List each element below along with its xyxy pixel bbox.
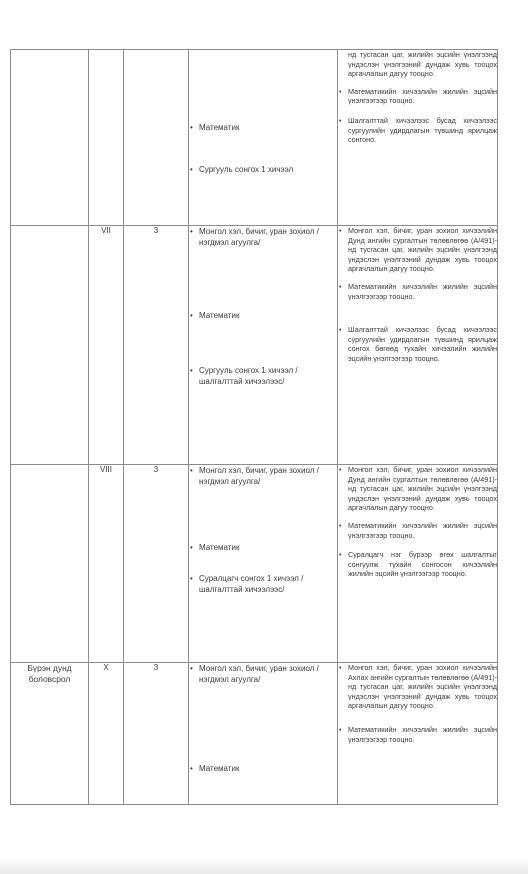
table-row	[11, 50, 498, 226]
note-item: • Монгол хэл, бичиг, уран зохиол хичээлийн Ахлах ангийн сургалтын төлөвлөгөө (А/491)-нд тусгасан цаг, жилийн эцсийн үнэлгээнд үндэслэн үнэлгээний дундаж хувь тооцох аргачлалын дагуу тооцно.	[339, 663, 497, 711]
assessment-table	[10, 49, 498, 805]
notes-cell	[338, 50, 498, 226]
note-item: нд тусгасан цаг, жилийн эцсийн үнэлгээнд үндэслэн үнэлгээний дундаж хувь тооцох аргачлалын дагуу тооцно.	[348, 50, 497, 79]
grade-cell: VIII	[89, 465, 124, 663]
note-item: • Монгол хэл, бичиг, уран зохиол хичээлийн Дунд ангийн сургалтын төлөвлөгөө (А/491)-нд тусгасан цаг, жилийн эцсийн үнэлгээнд үндэслэн үнэлгээний дундаж хувь тооцох аргачлалын дагуу тооцно.	[339, 226, 497, 274]
table-row	[11, 226, 498, 465]
note-item: • Математикийн хичээлийн жилийн эцсийн үнэлгээгээр тооцно.	[339, 86, 497, 106]
subject-item: • Монгол хэл, бичиг, уран зохиол /нэгдмэл агуулга/	[190, 227, 319, 247]
grade-cell: VII	[89, 226, 124, 465]
subject-item: • Математик	[190, 764, 240, 773]
note-item: • Математикийн хичээлийн жилийн эцсийн үнэлгээгээр тооцно.	[339, 724, 497, 744]
notes-cell	[338, 226, 498, 465]
level-cell	[11, 465, 89, 663]
note-item: • Математикийн хичээлийн жилийн эцсийн үнэлгээгээр тооцно.	[339, 520, 497, 540]
note-item: • Шалгалттай хичээлээс бусад хичээлээс сургуулийн удирдлагын түвшинд ярилцаж сонгох бөгөөд тухайн хичээлийн жилийн эцсийн үнэлгээгээр тооцно.	[339, 325, 497, 363]
subjects-cell	[189, 226, 338, 465]
grade-cell	[89, 50, 124, 226]
subject-item: • Монгол хэл, бичиг, уран зохиол /нэгдмэл агуулга/	[190, 664, 319, 684]
table-row	[11, 663, 498, 805]
note-item: • Шалгалттай хичээлээс бусад хичээлээс сургуулийн удирдлагын түвшинд ярилцаж сонгоно.	[339, 115, 497, 145]
subjects-cell	[189, 465, 338, 663]
subjects-cell	[189, 50, 338, 226]
grade-cell: X	[89, 663, 124, 805]
subject-item: • Суралцагч сонгох 1 хичээл /шалгалттай хичээлээс/	[190, 574, 304, 594]
hours-cell: 3	[124, 465, 189, 663]
level-cell: Бүрэн дунд боловсрол	[11, 663, 89, 805]
hours-cell: 3	[124, 226, 189, 465]
table-row	[11, 465, 498, 663]
subject-item: • Сургууль сонгох 1 хичээл /шалгалттай хичээлээс/	[190, 366, 298, 386]
subjects-cell	[189, 663, 338, 805]
note-item: • Монгол хэл, бичиг, уран зохиол хичээлийн Дунд ангийн сургалтын төлөвлөгөө (А/491)-нд тусгасан цаг, жилийн эцсийн үнэлгээнд үндэслэн үнэлгээний дундаж хувь тооцох аргачлалын дагуу тооцно.	[339, 465, 497, 513]
hours-cell: 3	[124, 663, 189, 805]
subject-item: • Монгол хэл, бичиг, уран зохиол /нэгдмэл агуулга/	[190, 466, 319, 486]
level-cell	[11, 226, 89, 465]
hours-cell	[124, 50, 189, 226]
page-bottom-edge	[0, 858, 528, 874]
level-cell	[11, 50, 89, 226]
note-item: • Математикийн хичээлийн жилийн эцсийн үнэлгээгээр тооцно.	[339, 281, 497, 301]
subject-item: • Математик	[190, 123, 240, 132]
notes-cell	[338, 663, 498, 805]
subject-item: • Сургууль сонгох 1 хичээл	[190, 165, 294, 174]
notes-cell	[338, 465, 498, 663]
subject-item: • Математик	[190, 543, 240, 552]
note-item: • Суралцагч нэг бүрээр өгөх шалгалтыг сонгуулж тухайн сонгосон хичээлийн жилийн эцсийн үнэлгээгээр тооцно.	[339, 550, 497, 579]
subject-item: • Математик	[190, 311, 240, 320]
